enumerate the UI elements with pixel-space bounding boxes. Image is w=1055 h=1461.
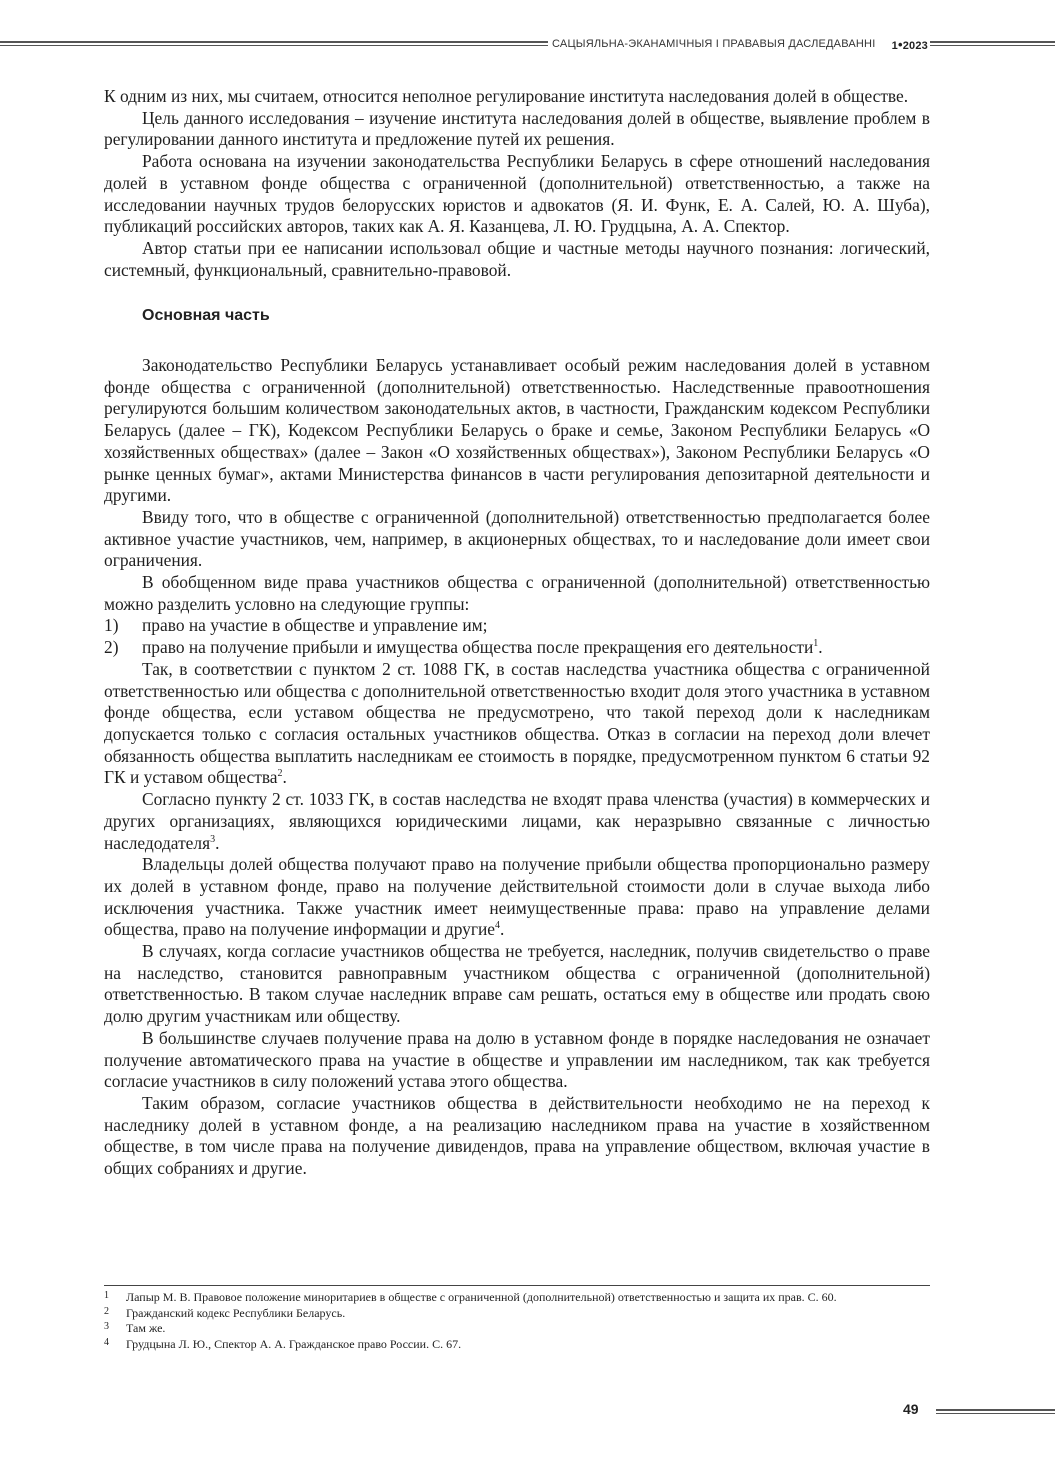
end-punct: . [215,832,220,853]
intro-paragraph: Автор статьи при ее написании использовал общие и частные методы научного познания: логический, системный, функциональный, сравнительно-правовой. [104,237,930,280]
end-punct: . [500,919,505,940]
list-item [104,637,930,659]
footnote-number: 2 [104,1305,109,1317]
footnote [104,1307,930,1321]
issue-year: 2023 [902,39,928,52]
issue-label [892,37,928,52]
body-paragraph [104,854,930,941]
intro-paragraph: Цель данного исследования – изучение института наследования долей в обществе, выявление проблем в регулировании данного института и предложение путей их решения. [104,107,930,150]
footnote-ref: 3 [210,833,216,845]
list-item [104,615,930,637]
footnote-ref: 2 [277,768,283,780]
header-rule-right-thin [930,45,1055,46]
footnote-text: Гражданский кодекс Республики Беларусь. [126,1305,346,1320]
paragraph-text: Согласно пункту 2 ст. 1033 ГК, в состав наследства не входят права членства (участия) в коммерческих и других организациях, являющихся юридическими лицами, как неразрывно связанные с личностью наследодателя [104,789,930,853]
list-end-punct: . [818,637,823,658]
end-punct: . [282,767,287,788]
issue-number: 1 [891,39,898,52]
footnote [104,1291,930,1305]
footnote-number: 4 [104,1336,109,1348]
footer-rule [936,1409,1055,1411]
paragraph-text: Владельцы долей общества получают право на получение прибыли общества пропорционально размеру их долей в уставном фонде, право на получение действительной стоимости доли в случае выхода либо исключения участника. Также участник имеет неимущественные права: право на управление делами общества, право на получение информации и другие [104,854,930,940]
footer-rule-thin [936,1413,1055,1414]
body-paragraph [104,789,930,854]
footnote-number: 3 [104,1321,109,1332]
section-heading: Основная часть [142,307,270,325]
footnote-ref: 4 [495,920,501,932]
body-paragraph [104,659,930,789]
footnote-text: Там же. [126,1321,166,1335]
body-paragraph: В обобщенном виде права участников общества с ограниченной (дополнительной) ответственностью можно разделить условно на следующие группы: [104,572,930,614]
list-text: право на получение прибыли и имущества общества после прекращения его деятельности [142,637,814,658]
footnote-ref: 1 [813,638,819,650]
footnote-text: Лапыр М. В. Правовое положение миноритариев в обществе с ограниченной (дополнительной) ответственностью и защита их прав. С. 60. [126,1290,837,1304]
footnote [104,1322,930,1336]
header-rule-right [930,41,1055,43]
issue-separator: • [897,36,903,52]
list-number: 1) [104,615,119,636]
footnotes [104,1291,930,1353]
footnote-number: 1 [104,1290,109,1301]
footnote-text: Грудцына Л. Ю., Спектор А. А. Гражданское право России. С. 67. [126,1336,462,1351]
running-header [552,34,928,54]
list-text: право на участие в обществе и управление им; [142,615,488,636]
article-body [104,86,930,1180]
footnote [104,1338,930,1352]
header-rule-left [0,41,548,43]
journal-title: САЦЫЯЛЬНА-ЭКАНАМІЧНЫЯ І ПРАВАВЫЯ ДАСЛЕДАВАННІ [552,38,876,50]
intro-paragraph: Работа основана на изучении законодательства Республики Беларусь в сфере отношений наследования долей в уставном фонде общества с ограниченной (дополнительной) ответственностью, а также на исследовании научных трудов белорусских юристов и адвокатов (Я. И. Функ, Е. А. Салей, Ю. А. Шуба), публикаций российских авторов, таких как А. Я. Казанцева, Л. Ю. Грудцына, А. А. Спектор. [104,151,930,237]
header-rule-left-thin [0,45,548,46]
intro-paragraph: К одним из них, мы считаем, относится неполное регулирование института наследования долей в обществе. [104,86,909,106]
body-paragraph: Ввиду того, что в обществе с ограниченной (дополнительной) ответственностью предполагается более активное участие участников, чем, например, в акционерных обществах, то и наследование доли имеет свои ограничения. [104,506,930,571]
page-number: 49 [903,1401,919,1417]
body-paragraph: Законодательство Республики Беларусь устанавливает особый режим наследования долей в уставном фонде общества с ограниченной (дополнительной) ответственностью. Наследственные правоотношения регулируются большим количеством законодательных актов, в частности, Гражданским кодексом Республики Беларусь (далее – ГК), Кодексом Республики Беларусь о браке и семье, Законом Республики Беларусь «О хозяйственных обществах» (далее – Закон «О хозяйственных обществах»), Законом Республики Беларусь «О рынке ценных бумаг», актами Министерства финансов в части регулирования депозитарной деятельности и другими. [104,355,930,506]
body-paragraph: В большинстве случаев получение права на долю в уставном фонде в порядке наследования не означает получение автоматического права на участие в обществе и управлении им наследником, так как требуется согласие участников в силу положений устава этого общества. [104,1027,930,1092]
body-paragraph: Таким образом, согласие участников общества в действительности необходимо не на переход к наследнику долей в уставном фонде, а на реализацию наследником права на участие в хозяйственном обществе, в том числе права на получение дивидендов, права на управление обществом, включая участие в общих собраниях и другие. [104,1092,930,1179]
list-number: 2) [104,637,119,658]
footnote-divider [104,1285,930,1286]
list-text-wrap [142,637,930,659]
body-paragraph: В случаях, когда согласие участников общества не требуется, наследник, получив свидетельство о праве на наследство, становится равноправным участником общества с ограниченной (дополнительной) ответственностью. В таком случае наследник вправе сам решать, остаться ему в обществе или продать свою долю другим участникам или обществу. [104,941,930,1027]
paragraph-text: Так, в соответствии с пунктом 2 ст. 1088 ГК, в состав наследства участника общества с ограниченной ответственностью или общества с дополнительной ответственностью входит доля этого участника в уставном фонде общества, если уставом общества не предусмотрено, что такой переход доли к наследникам допускается только с согласия остальных участников общества. Отказ в согласии на переход доли влечет обязанность общества выплатить наследникам ее стоимость в порядке, предусмотренном пунктом 6 статьи 92 ГК и уставом общества [104,658,930,788]
